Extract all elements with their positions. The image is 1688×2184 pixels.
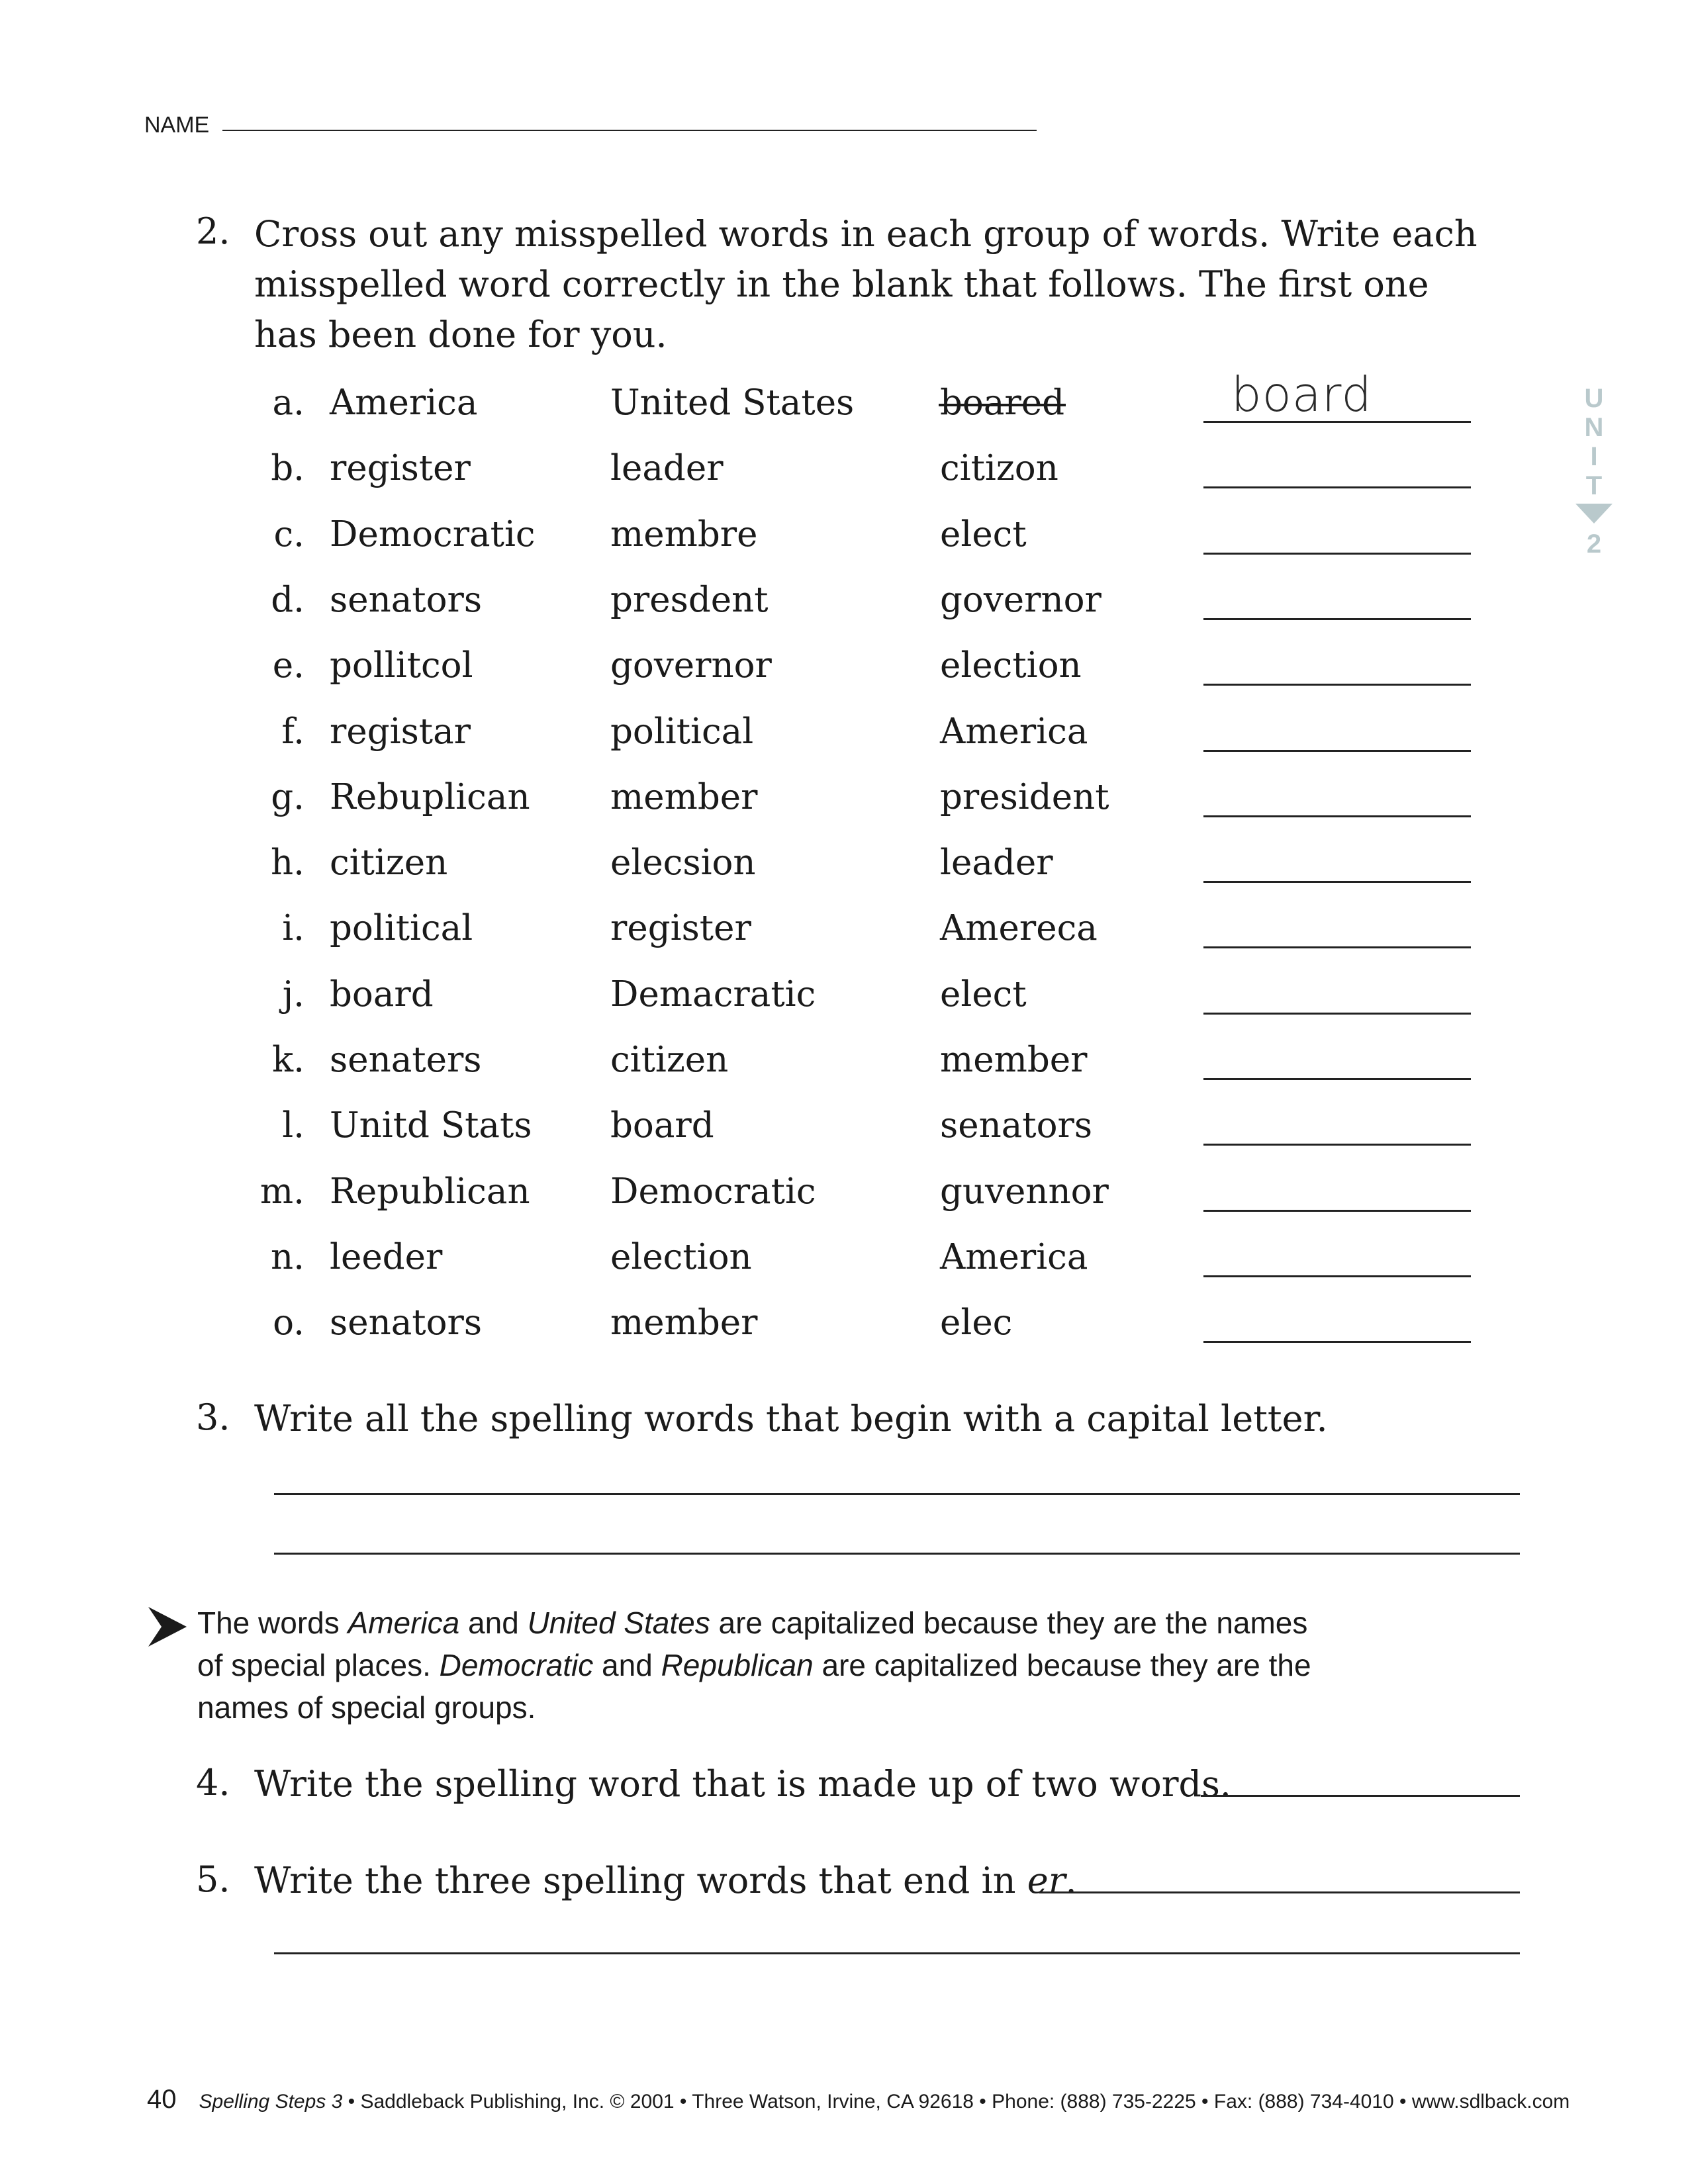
word-group-row bbox=[0, 1040, 1688, 1093]
word-option[interactable]: registar bbox=[330, 711, 471, 752]
note-text: are capitalized because they are the names bbox=[710, 1606, 1308, 1640]
answer-blank[interactable] bbox=[1203, 1013, 1471, 1015]
word-option[interactable]: Republican bbox=[330, 1171, 530, 1212]
word-option[interactable]: leader bbox=[610, 448, 724, 488]
word-option[interactable]: guvennor bbox=[940, 1171, 1109, 1212]
capitalization-note bbox=[197, 1602, 1455, 1729]
word-group-row bbox=[0, 448, 1688, 501]
word-group-row bbox=[0, 1302, 1688, 1355]
row-letter: l. bbox=[282, 1105, 305, 1146]
question-3-text: Write all the spelling words that begin with a capital letter. bbox=[254, 1398, 1328, 1439]
word-option[interactable]: America bbox=[940, 711, 1088, 752]
note-emphasis: United States bbox=[527, 1606, 710, 1640]
word-option[interactable]: election bbox=[940, 645, 1082, 686]
word-option[interactable]: America bbox=[330, 383, 478, 423]
word-option[interactable]: election bbox=[610, 1237, 752, 1277]
question-5-number: 5. bbox=[196, 1858, 230, 1900]
word-group-row bbox=[0, 514, 1688, 567]
row-letter: f. bbox=[281, 711, 305, 752]
note-text: The words bbox=[197, 1606, 348, 1640]
word-option[interactable]: governor bbox=[940, 580, 1102, 620]
note-text: names of special groups. bbox=[197, 1690, 536, 1725]
word-option[interactable]: presdent bbox=[610, 580, 769, 620]
answer-blank[interactable] bbox=[1203, 486, 1471, 488]
row-letter: b. bbox=[271, 448, 305, 488]
question-4-text: Write the spelling word that is made up of two words. bbox=[254, 1763, 1231, 1805]
word-option[interactable]: member bbox=[610, 777, 758, 817]
word-option[interactable]: boared bbox=[940, 383, 1065, 423]
word-group-row bbox=[0, 580, 1688, 633]
row-letter: h. bbox=[271, 842, 305, 883]
word-option[interactable]: member bbox=[940, 1040, 1088, 1080]
question-2-instructions bbox=[254, 209, 1512, 360]
word-option[interactable]: senators bbox=[330, 580, 483, 620]
question-5-text-end: . bbox=[1065, 1860, 1077, 1901]
row-letter: m. bbox=[259, 1171, 305, 1212]
word-option[interactable]: citizon bbox=[940, 448, 1058, 488]
question-2-number: 2. bbox=[196, 210, 230, 252]
row-letter: d. bbox=[271, 580, 305, 620]
note-text: and bbox=[593, 1648, 661, 1682]
word-group-row bbox=[0, 367, 1688, 435]
word-option[interactable]: member bbox=[610, 1302, 758, 1343]
page-footer bbox=[147, 2085, 1603, 2115]
word-option[interactable]: elect bbox=[940, 974, 1027, 1015]
word-option[interactable]: president bbox=[940, 777, 1109, 817]
word-option[interactable]: register bbox=[610, 908, 751, 948]
name-label: NAME bbox=[144, 113, 210, 138]
row-letter: n. bbox=[271, 1237, 305, 1277]
answer-blank[interactable] bbox=[1203, 1210, 1471, 1212]
answer-blank[interactable] bbox=[1203, 881, 1471, 883]
word-option[interactable]: elec bbox=[940, 1302, 1013, 1343]
answer-blank[interactable] bbox=[1203, 946, 1471, 948]
word-group-row bbox=[0, 842, 1688, 895]
answer-blank[interactable] bbox=[1203, 618, 1471, 620]
answer-blank[interactable] bbox=[1203, 750, 1471, 752]
answer-blank[interactable] bbox=[1203, 1144, 1471, 1146]
word-option[interactable]: Rebuplican bbox=[330, 777, 530, 817]
note-emphasis: America bbox=[348, 1606, 460, 1640]
word-group-row bbox=[0, 1105, 1688, 1158]
note-text: and bbox=[459, 1606, 528, 1640]
note-text: are capitalized because they are the bbox=[813, 1648, 1311, 1682]
word-group-row bbox=[0, 711, 1688, 764]
answer-line[interactable] bbox=[1039, 1891, 1520, 1893]
answer-line[interactable] bbox=[1201, 1795, 1520, 1797]
answer-blank[interactable] bbox=[1203, 815, 1471, 817]
answer-blank[interactable] bbox=[1203, 553, 1471, 555]
page-number: 40 bbox=[147, 2085, 177, 2114]
question-4-number: 4. bbox=[196, 1762, 230, 1803]
answer-blank[interactable] bbox=[1203, 684, 1471, 686]
word-option[interactable]: board bbox=[330, 974, 434, 1015]
handwritten-answer: board bbox=[1231, 367, 1372, 422]
answer-line[interactable] bbox=[274, 1952, 1520, 1954]
answer-blank[interactable] bbox=[1203, 1275, 1471, 1277]
question-5-text-main: Write the three spelling words that end in bbox=[254, 1860, 1027, 1901]
word-option[interactable]: leader bbox=[940, 842, 1053, 883]
word-option[interactable]: leeder bbox=[330, 1237, 443, 1277]
word-option[interactable]: Democratic bbox=[330, 514, 536, 555]
word-option[interactable]: citizen bbox=[610, 1040, 729, 1080]
word-option[interactable]: elect bbox=[940, 514, 1027, 555]
answer-line[interactable] bbox=[274, 1493, 1520, 1495]
note-emphasis: Republican bbox=[661, 1648, 814, 1682]
word-group-row bbox=[0, 1237, 1688, 1290]
word-option[interactable]: America bbox=[940, 1237, 1088, 1277]
unit-tab-number: 2 bbox=[1586, 529, 1602, 559]
answer-blank[interactable] bbox=[1203, 1341, 1471, 1343]
question-5-text bbox=[254, 1856, 1077, 1906]
word-option[interactable]: political bbox=[330, 908, 473, 948]
word-group-row bbox=[0, 1171, 1688, 1224]
word-option[interactable]: elecsion bbox=[610, 842, 756, 883]
word-option[interactable]: board bbox=[610, 1105, 714, 1146]
word-option[interactable]: senators bbox=[940, 1105, 1093, 1146]
instruction-line: has been done for you. bbox=[254, 314, 667, 355]
row-letter: a. bbox=[272, 383, 305, 423]
word-option[interactable]: political bbox=[610, 711, 754, 752]
word-group-row bbox=[0, 777, 1688, 830]
row-letter: g. bbox=[271, 777, 305, 817]
answer-blank[interactable] bbox=[1203, 1078, 1471, 1080]
row-letter: j. bbox=[282, 974, 305, 1015]
unit-tab-letter: I bbox=[1590, 442, 1598, 471]
book-title: Spelling Steps 3 bbox=[199, 2091, 343, 2113]
word-option[interactable]: senaters bbox=[330, 1040, 482, 1080]
word-option[interactable]: governor bbox=[610, 645, 772, 686]
word-option[interactable]: citizen bbox=[330, 842, 448, 883]
word-option[interactable]: Demacratic bbox=[610, 974, 816, 1015]
word-group-row bbox=[0, 908, 1688, 961]
name-input-line[interactable] bbox=[222, 130, 1037, 131]
word-group-row bbox=[0, 645, 1688, 698]
row-letter: i. bbox=[282, 908, 305, 948]
word-option[interactable]: pollitcol bbox=[330, 645, 473, 686]
unit-tab-letter: U bbox=[1584, 384, 1604, 413]
row-letter: c. bbox=[273, 514, 305, 555]
note-emphasis: Democratic bbox=[439, 1648, 594, 1682]
unit-tab-letter: T bbox=[1585, 471, 1603, 500]
question-3-number: 3. bbox=[196, 1396, 230, 1438]
row-letter: e. bbox=[272, 645, 305, 686]
word-option[interactable]: register bbox=[330, 448, 471, 488]
row-letter: k. bbox=[272, 1040, 305, 1080]
instruction-line: Cross out any misspelled words in each group of words. Write each bbox=[254, 213, 1477, 255]
publisher-info: • Saddleback Publishing, Inc. © 2001 • Three Watson, Irvine, CA 92618 • Phone: (888) 735-2225 • Fax: (888) 734-4010 • www.sdlback.com bbox=[342, 2091, 1570, 2113]
arrow-pointer-icon bbox=[147, 1606, 188, 1648]
word-group-row bbox=[0, 974, 1688, 1027]
question-5-text-italic: er bbox=[1027, 1860, 1066, 1901]
row-letter: o. bbox=[273, 1302, 305, 1343]
answer-line[interactable] bbox=[274, 1553, 1520, 1555]
word-option[interactable]: United States bbox=[610, 383, 855, 423]
word-option[interactable]: membre bbox=[610, 514, 758, 555]
note-text: of special places. bbox=[197, 1648, 440, 1682]
word-option[interactable]: senators bbox=[330, 1302, 483, 1343]
instruction-line: misspelled word correctly in the blank that follows. The first one bbox=[254, 263, 1429, 305]
unit-tab-letter: N bbox=[1584, 413, 1604, 442]
word-option[interactable]: Amereca bbox=[940, 908, 1098, 948]
word-option[interactable]: Democratic bbox=[610, 1171, 816, 1212]
word-option[interactable]: Unitd Stats bbox=[330, 1105, 532, 1146]
